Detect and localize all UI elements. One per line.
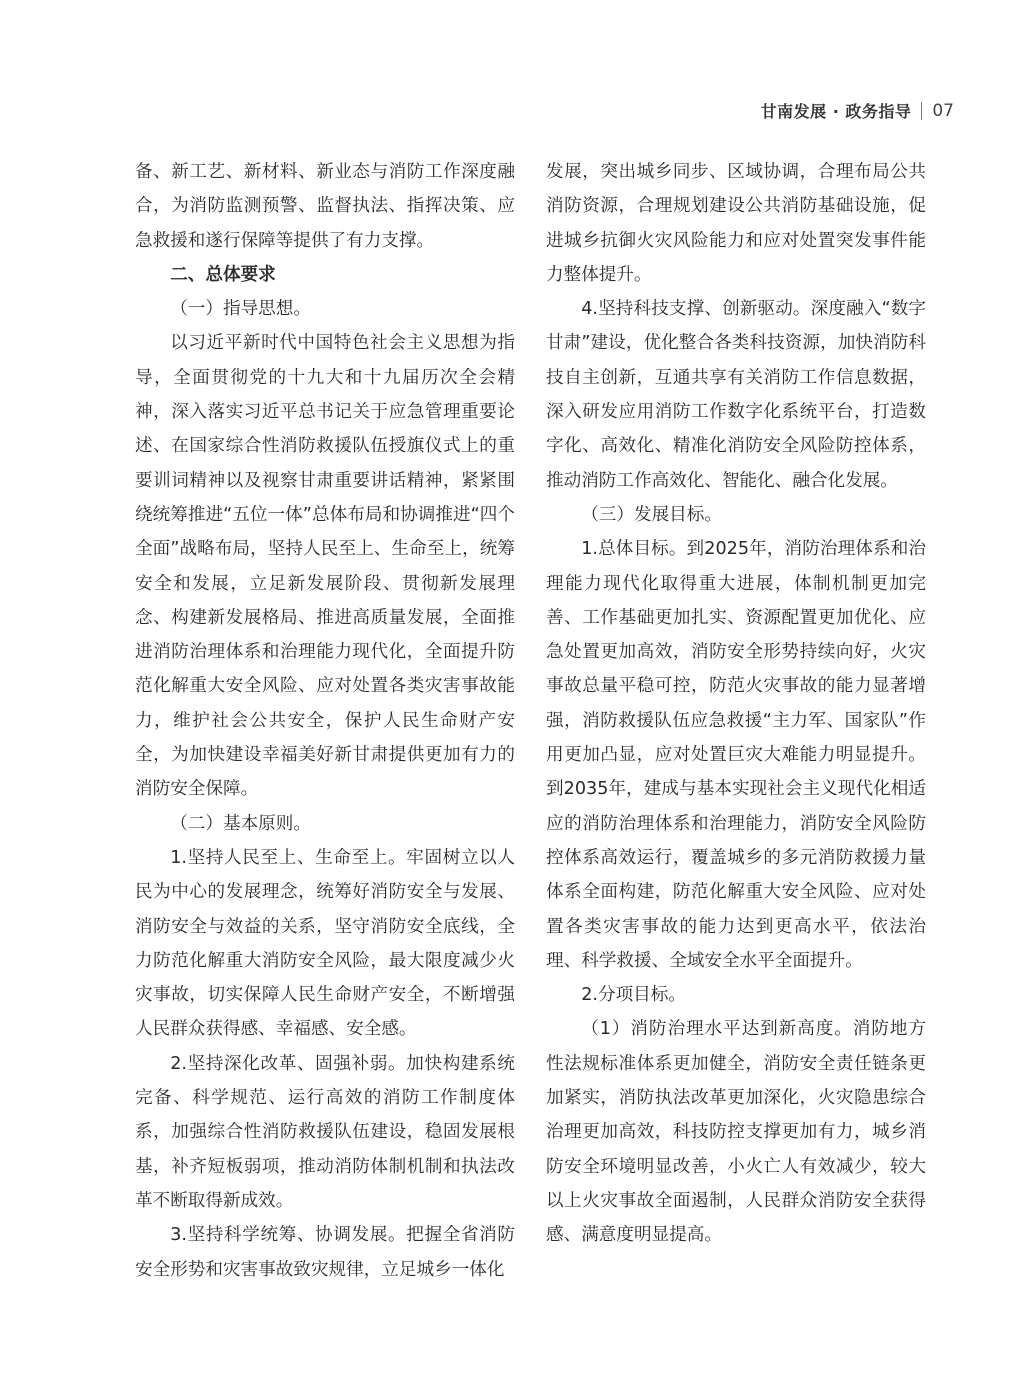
paragraph: 4.坚持科技支撑、创新驱动。深度融入“数字甘肃”建设，优化整合各类科技资源，加快消防科技自主创新，互通共享有关消防工作信息数据，深入研发应用消防工作数字化系统平台，打造数字化、高效化、精准化消防安全风险防控体系，推动消防工作高效化、智能化、融合化发展。 — [546, 299, 926, 491]
page-number: 07 — [932, 100, 954, 121]
left-column — [135, 155, 515, 1287]
paragraph: 1.坚持人民至上、生命至上。牢固树立以人民为中心的发展理念，统筹好消防安全与发展、消防安全与效益的关系，坚守消防安全底线，全力防范化解重大消防安全风险，最大限度减少火灾事故，切实保障人民生命财产安全，不断增强人民群众获得感、幸福感、安全感。 — [135, 847, 515, 1040]
subsection-heading: （一）指导思想。 — [170, 299, 311, 320]
subsection-heading: 2.分项目标。 — [581, 985, 686, 1006]
publication-title: 甘南发展 · 政务指导 — [760, 102, 912, 121]
subsection-heading: （二）基本原则。 — [170, 813, 311, 834]
header-divider — [921, 102, 922, 120]
paragraph: 发展，突出城乡同步、区域协调，合理布局公共消防资源，合理规划建设公共消防基础设施，促进城乡抗御火灾风险能力和应对处置突发事件能力整体提升。 — [546, 162, 926, 285]
paragraph: 以习近平新时代中国特色社会主义思想为指导，全面贯彻党的十九大和十九届历次全会精神，深入落实习近平总书记关于应急管理重要论述、在国家综合性消防救援队伍授旗仪式上的重要训词精神以及视察甘肃重要讲话精神，紧紧围绕统筹推进“五位一体”总体布局和协调推进“四个全面”战略布局，坚持人民至上、生命至上，统筹安全和发展，立足新发展阶段、贯彻新发展理念、构建新发展格局、推进高质量发展，全面推进消防治理体系和治理能力现代化，全面提升防范化解重大安全风险、应对处置各类灾害事故能力，维护社会公共安全，保护人民生命财产安全，为加快建设幸福美好新甘肃提供更加有力的消防安全保障。 — [135, 333, 515, 800]
paragraph: 备、新工艺、新材料、新业态与消防工作深度融合，为消防监测预警、监督执法、指挥决策、应急救援和遂行保障等提供了有力支撑。 — [135, 162, 515, 251]
subsection-heading: （三）发展目标。 — [581, 504, 722, 525]
section-heading: 二、总体要求 — [170, 264, 276, 285]
running-header — [761, 99, 954, 122]
paragraph: 1.总体目标。到2025年，消防治理体系和治理能力现代化取得重大进展，体制机制更加完善、工作基础更加扎实、资源配置更加优化、应急处置更加高效，消防安全形势持续向好，火灾事故总量平稳可控，防范火灾事故的能力显著增强，消防救援队伍应急救援“主力军、国家队”作用更加凸显，应对处置巨灾大难能力明显提升。到2035年，建成与基本实现社会主义现代化相适应的消防治理体系和治理能力，消防安全风险防控体系高效运行，覆盖城乡的多元消防救援力量体系全面构建，防范化解重大安全风险、应对处置各类灾害事故的能力达到更高水平，依法治理、科学救援、全域安全水平全面提升。 — [546, 539, 926, 971]
paragraph: 2.坚持深化改革、固强补弱。加快构建系统完备、科学规范、运行高效的消防工作制度体系，加强综合性消防救援队伍建设，稳固发展根基，补齐短板弱项，推动消防体制机制和执法改革不断取得新成效。 — [135, 1053, 515, 1211]
paragraph: （1）消防治理水平达到新高度。消防地方性法规标准体系更加健全，消防安全责任链条更加紧实，消防执法改革更加深化，火灾隐患综合治理更加高效，科技防控支撑更加有力，城乡消防安全环境明显改善，小火亡人有效减少，较大以上火灾事故全面遏制，人民群众消防安全获得感、满意度明显提高。 — [546, 1019, 926, 1246]
right-column — [546, 155, 926, 1253]
paragraph: 3.坚持科学统筹、协调发展。把握全省消防安全形势和灾害事故致灾规律，立足城乡一体化 — [135, 1225, 515, 1280]
